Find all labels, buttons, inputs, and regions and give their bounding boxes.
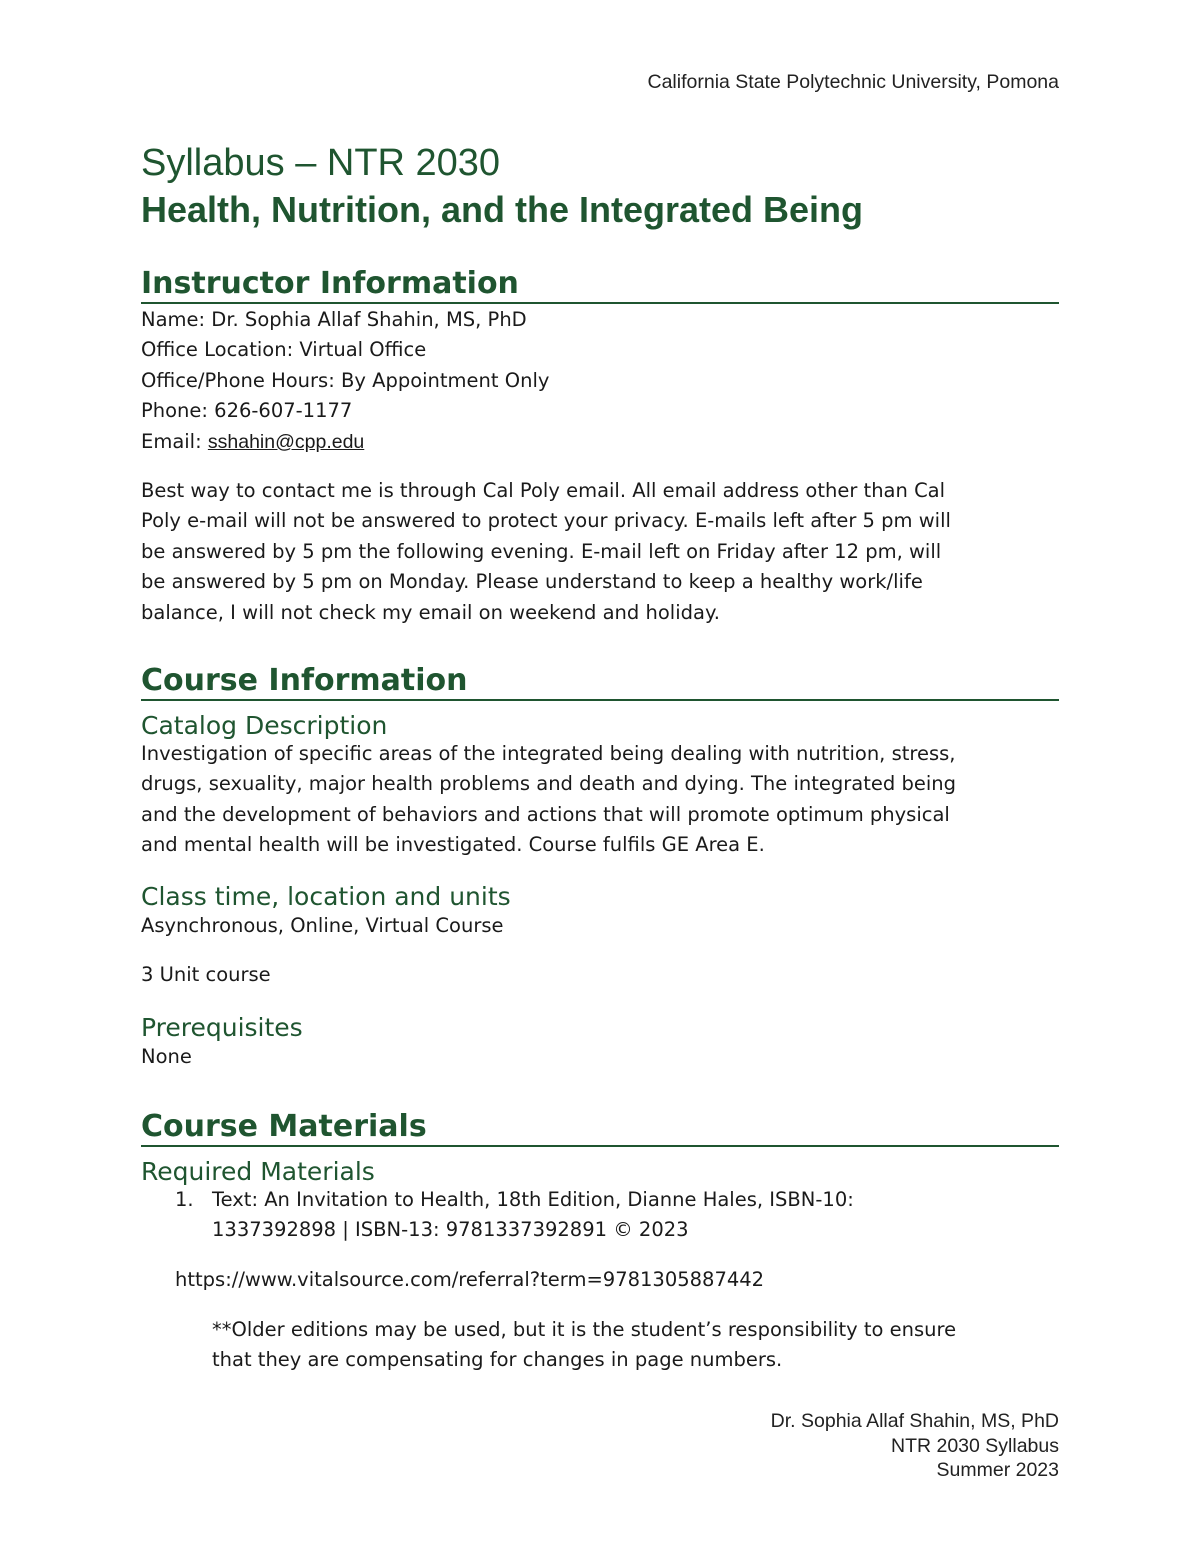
catalog-description <box>141 739 956 861</box>
email-label: Email: <box>141 430 208 453</box>
office-hours: Office/Phone Hours: By Appointment Only <box>141 369 550 392</box>
contact-line: be answered by 5 pm on Monday. Please understand to keep a healthy work/life <box>141 570 923 594</box>
instructor-name: Name: Dr. Sophia Allaf Shahin, MS, PhD <box>141 308 527 331</box>
catalog-line: and mental health will be investigated. Course fulfils GE Area E. <box>141 833 765 857</box>
required-materials-heading: Required Materials <box>141 1157 375 1186</box>
catalog-line: Investigation of specific areas of the integrated being dealing with nutrition, stress, <box>141 742 956 765</box>
contact-line: be answered by 5 pm the following evening. E-mail left on Friday after 12 pm, will <box>141 539 942 563</box>
course-info-heading: Course Information <box>141 663 1059 701</box>
phone: Phone: 626-607-1177 <box>141 399 353 422</box>
textbook-url[interactable]: https://www.vitalsource.com/referral?term=9781305887442 <box>175 1268 765 1291</box>
university-header: California State Polytechnic University, Pomona <box>647 71 1059 93</box>
instructor-heading: Instructor Information <box>141 266 1059 304</box>
catalog-line: drugs, sexuality, major health problems and death and dying. The integrated being <box>141 772 956 796</box>
catalog-line: and the development of behaviors and actions that will promote optimum physical <box>141 802 950 826</box>
email-link[interactable]: sshahin@cpp.edu <box>207 431 365 453</box>
contact-policy <box>141 476 951 628</box>
footer-term: Summer 2023 <box>936 1459 1059 1482</box>
note-line: **Older editions may be used, but it is the student’s responsibility to ensure <box>212 1318 957 1341</box>
footer-author: Dr. Sophia Allaf Shahin, MS, PhD <box>770 1410 1059 1432</box>
list-number: 1. <box>175 1188 194 1211</box>
course-title: Health, Nutrition, and the Integrated Being <box>141 189 864 230</box>
contact-line: balance, I will not check my email on weekend and holiday. <box>141 600 720 624</box>
footer-course: NTR 2030 Syllabus <box>891 1434 1059 1457</box>
prereq-value: None <box>141 1045 192 1068</box>
textbook-item <box>212 1185 854 1246</box>
catalog-heading: Catalog Description <box>141 711 388 740</box>
page-footer <box>771 1409 1059 1483</box>
textbook-line: 1337392898 | ISBN-13: 9781337392891 © 2023 <box>212 1218 689 1242</box>
syllabus-title: Syllabus – NTR 2030 <box>141 142 501 184</box>
textbook-line: Text: An Invitation to Health, 18th Edition, Dianne Hales, ISBN-10: <box>212 1188 854 1211</box>
contact-line: Poly e-mail will not be answered to protect your privacy. E-mails left after 5 pm will <box>141 509 951 533</box>
materials-heading: Course Materials <box>141 1109 1059 1147</box>
class-heading: Class time, location and units <box>141 882 511 911</box>
email-line <box>141 427 364 457</box>
prereq-heading: Prerequisites <box>141 1013 303 1042</box>
contact-line: Best way to contact me is through Cal Poly email. All email address other than Cal <box>141 479 946 502</box>
note-line: that they are compensating for changes in page numbers. <box>212 1348 783 1372</box>
editions-note <box>212 1315 956 1376</box>
office-location: Office Location: Virtual Office <box>141 338 427 361</box>
class-mode: Asynchronous, Online, Virtual Course <box>141 914 504 937</box>
units: 3 Unit course <box>141 963 271 986</box>
